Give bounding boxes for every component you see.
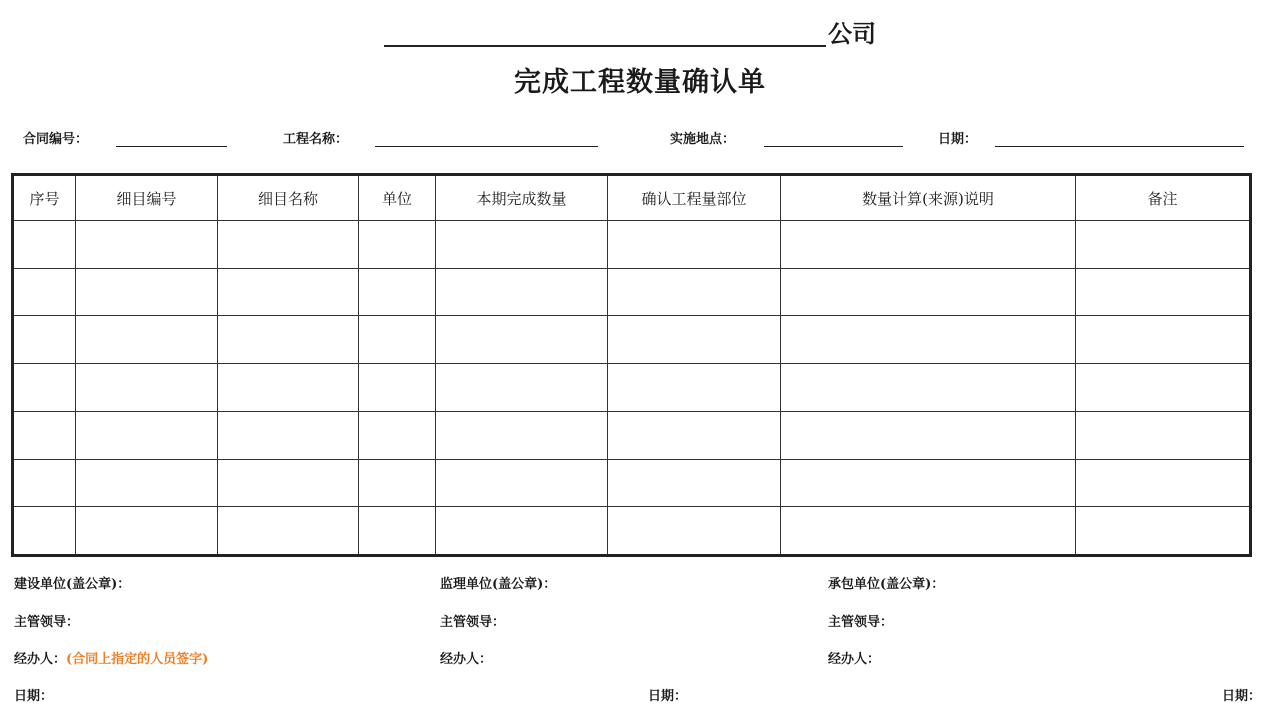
column-header-period-quantity: 本期完成数量 — [436, 175, 608, 221]
table-cell[interactable] — [1076, 268, 1251, 316]
builder-date-label: 日期： — [14, 689, 54, 704]
table-row — [13, 316, 1251, 364]
table-cell[interactable] — [436, 268, 608, 316]
table-row — [13, 221, 1251, 269]
table-cell[interactable] — [436, 316, 608, 364]
table-cell[interactable] — [13, 364, 76, 412]
builder-handler-label: 经办人： — [14, 652, 67, 667]
table-row — [13, 268, 1251, 316]
supervisor-date-label: 日期： — [648, 689, 688, 704]
table-cell[interactable] — [608, 221, 781, 269]
table-cell[interactable] — [436, 364, 608, 412]
table-cell[interactable] — [218, 316, 359, 364]
contract-no-blank-line — [116, 146, 227, 147]
table-cell[interactable] — [781, 364, 1076, 412]
table-cell[interactable] — [359, 364, 436, 412]
table-cell[interactable] — [218, 507, 359, 556]
table-cell[interactable] — [781, 459, 1076, 507]
table-cell[interactable] — [1076, 459, 1251, 507]
table-cell[interactable] — [436, 507, 608, 556]
contractor-date-label: 日期： — [1222, 689, 1262, 704]
table-cell[interactable] — [436, 459, 608, 507]
column-header-confirmed-location: 确认工程量部位 — [608, 175, 781, 221]
table-cell[interactable] — [13, 221, 76, 269]
table-row — [13, 459, 1251, 507]
table-cell[interactable] — [1076, 364, 1251, 412]
contractor-leader-label: 主管领导： — [828, 615, 894, 630]
table-cell[interactable] — [1076, 411, 1251, 459]
table-cell[interactable] — [76, 221, 218, 269]
supervisor-unit-label: 监理单位(盖公章)： — [440, 577, 557, 592]
table-cell[interactable] — [436, 411, 608, 459]
table-cell[interactable] — [359, 268, 436, 316]
handler-signature-note: (合同上指定的人员签字) — [66, 652, 209, 667]
table-cell[interactable] — [781, 268, 1076, 316]
date-label: 日期： — [938, 132, 978, 147]
table-row — [13, 411, 1251, 459]
table-header-row — [13, 175, 1251, 221]
column-header-item-name: 细目名称 — [218, 175, 359, 221]
table-cell[interactable] — [13, 459, 76, 507]
table-cell[interactable] — [359, 411, 436, 459]
table-cell[interactable] — [76, 411, 218, 459]
table-cell[interactable] — [1076, 221, 1251, 269]
column-header-seq: 序号 — [13, 175, 76, 221]
project-name-blank-line — [375, 146, 598, 147]
table-cell[interactable] — [608, 316, 781, 364]
column-header-unit: 单位 — [359, 175, 436, 221]
table-cell[interactable] — [359, 507, 436, 556]
table-cell[interactable] — [359, 221, 436, 269]
contract-no-label: 合同编号： — [23, 132, 89, 147]
table-cell[interactable] — [1076, 316, 1251, 364]
site-blank-line — [764, 146, 903, 147]
table-cell[interactable] — [608, 459, 781, 507]
table-cell[interactable] — [218, 459, 359, 507]
table-cell[interactable] — [76, 364, 218, 412]
supervisor-leader-label: 主管领导： — [440, 615, 506, 630]
contractor-unit-label: 承包单位(盖公章)： — [828, 577, 945, 592]
table-cell[interactable] — [436, 221, 608, 269]
table-cell[interactable] — [359, 459, 436, 507]
table-cell[interactable] — [218, 268, 359, 316]
table-cell[interactable] — [76, 316, 218, 364]
table-row — [13, 507, 1251, 556]
table-cell[interactable] — [13, 411, 76, 459]
builder-leader-label: 主管领导： — [14, 615, 80, 630]
table-cell[interactable] — [76, 507, 218, 556]
column-header-remarks: 备注 — [1076, 175, 1251, 221]
table-cell[interactable] — [781, 316, 1076, 364]
project-name-label: 工程名称： — [283, 132, 349, 147]
table-cell[interactable] — [781, 507, 1076, 556]
document-title: 完成工程数量确认单 — [514, 67, 766, 98]
column-header-item-code: 细目编号 — [76, 175, 218, 221]
table-cell[interactable] — [781, 411, 1076, 459]
table-cell[interactable] — [218, 411, 359, 459]
contractor-handler-label: 经办人： — [828, 652, 881, 667]
table-cell[interactable] — [13, 268, 76, 316]
company-suffix: 公司 — [828, 20, 876, 48]
table-cell[interactable] — [608, 507, 781, 556]
company-name-blank-line — [384, 45, 826, 47]
table-cell[interactable] — [1076, 507, 1251, 556]
table-cell[interactable] — [76, 459, 218, 507]
table-cell[interactable] — [359, 316, 436, 364]
table-cell[interactable] — [781, 221, 1076, 269]
supervisor-handler-label: 经办人： — [440, 652, 493, 667]
site-label: 实施地点： — [670, 132, 736, 147]
date-blank-line — [995, 146, 1244, 147]
column-header-calculation-note: 数量计算(来源)说明 — [781, 175, 1076, 221]
table-cell[interactable] — [218, 364, 359, 412]
table-cell[interactable] — [13, 507, 76, 556]
builder-unit-label: 建设单位(盖公章)： — [14, 577, 131, 592]
table-cell[interactable] — [608, 411, 781, 459]
table-cell[interactable] — [218, 221, 359, 269]
builder-handler-line — [14, 648, 208, 667]
table-cell[interactable] — [76, 268, 218, 316]
table-body — [13, 221, 1251, 556]
table-cell[interactable] — [608, 364, 781, 412]
table-cell[interactable] — [608, 268, 781, 316]
quantity-table — [11, 173, 1252, 557]
table-cell[interactable] — [13, 316, 76, 364]
table-row — [13, 364, 1251, 412]
